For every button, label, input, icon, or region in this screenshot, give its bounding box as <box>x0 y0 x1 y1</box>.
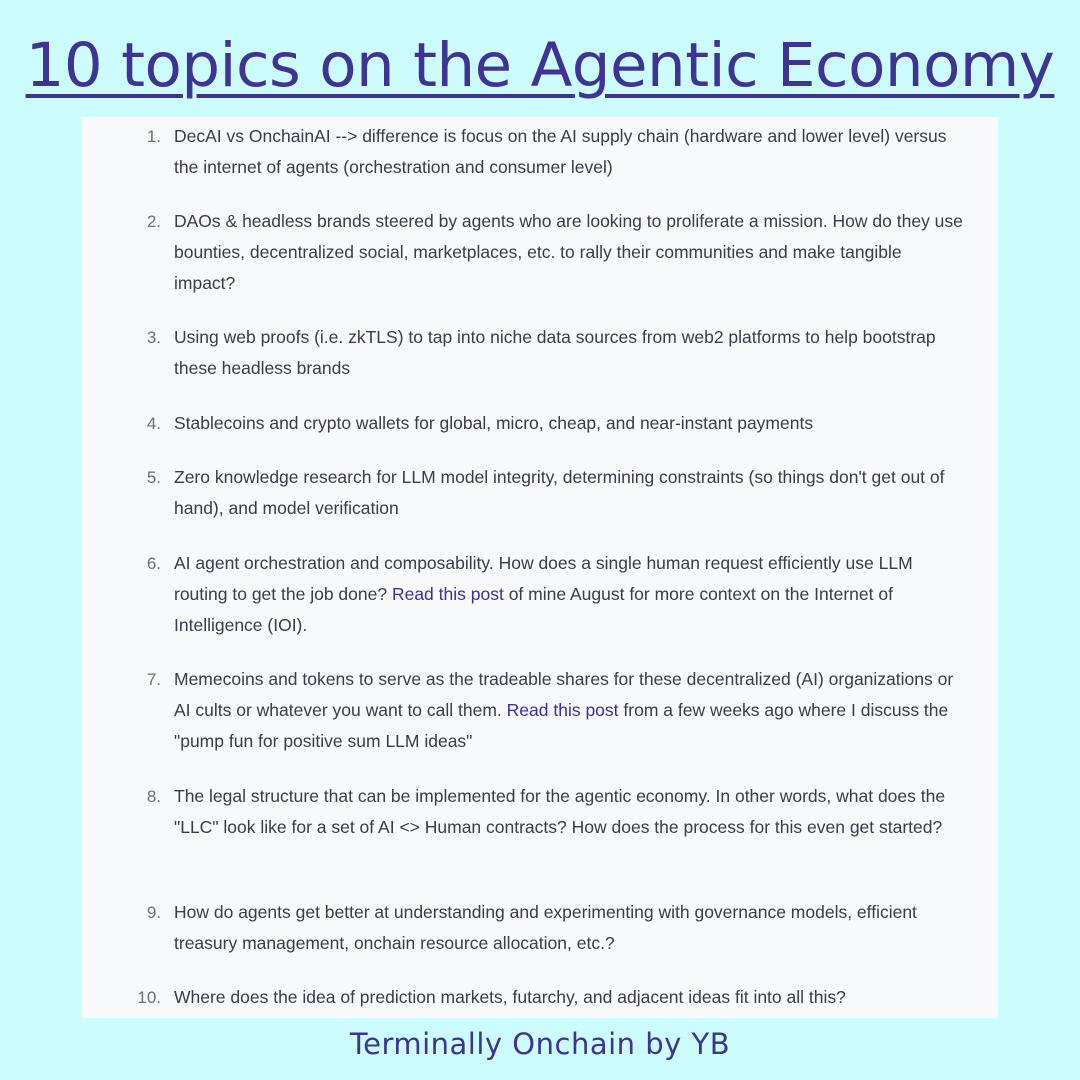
list-item-text <box>174 664 964 757</box>
list-item-text-start: AI agent orchestration and composability. How does a single human request efficiently use LLM routing to get the job done? <box>174 553 913 604</box>
list-item-number: 10. <box>137 988 161 1007</box>
list-item-number: 6. <box>146 554 161 573</box>
list-item-number: 3. <box>146 328 161 347</box>
read-this-post-link[interactable]: Read this post <box>391 584 504 604</box>
list-item-text: Stablecoins and crypto wallets for global, micro, cheap, and near-instant payments <box>174 413 814 433</box>
list-item-text: How do agents get better at understanding and experimenting with governance models, efficient treasury management, onchain resource allocation, etc.? <box>174 902 917 953</box>
list-item-number: 5. <box>146 468 161 487</box>
list-item-number: 7. <box>146 670 161 689</box>
list-item-text: Using web proofs (i.e. zkTLS) to tap into niche data sources from web2 platforms to help bootstrap these headless brands <box>174 327 936 378</box>
list-item-number: 2. <box>146 212 161 231</box>
list-item-text-end: from a few weeks ago where I discuss the "pump fun for positive sum LLM ideas" <box>174 700 949 751</box>
page-title: 10 topics on the Agentic Economy <box>25 30 1055 101</box>
list-item-number: 8. <box>146 787 161 806</box>
list-item-text: Where does the idea of prediction markets, futarchy, and adjacent ideas fit into all this? <box>174 987 846 1007</box>
list-item-text: Zero knowledge research for LLM model integrity, determining constraints (so things don't get out of hand), and model verification <box>174 467 945 518</box>
list-item-text-end: of mine August for more context on the Internet of Intelligence (IOI). <box>174 584 893 635</box>
topics-card <box>82 117 998 1018</box>
list-item-text: DAOs & headless brands steered by agents who are looking to proliferate a mission. How do they use bounties, decentralized social, marketplaces, etc. to rally their communities and make tangible impact? <box>174 211 963 293</box>
read-this-post-link[interactable]: Read this post <box>506 700 619 720</box>
list-item-text <box>174 548 964 641</box>
list-item-number: 9. <box>146 903 161 922</box>
list-item-text: DecAI vs OnchainAI --> difference is focus on the AI supply chain (hardware and lower level) versus the internet of agents (orchestration and consumer level) <box>174 126 947 177</box>
list-item-number: 4. <box>146 414 161 433</box>
list-item-number: 1. <box>146 127 161 146</box>
list-item-text: The legal structure that can be implemented for the agentic economy. In other words, what does the "LLC" look like for a set of AI <> Human contracts? How does the process for this even get started? <box>174 786 946 837</box>
footer-credit: Terminally Onchain by YB <box>349 1027 731 1061</box>
list-item-text-start: Memecoins and tokens to serve as the tradeable shares for these decentralized (AI) organizations or AI cults or whatever you want to call them. <box>174 669 954 720</box>
